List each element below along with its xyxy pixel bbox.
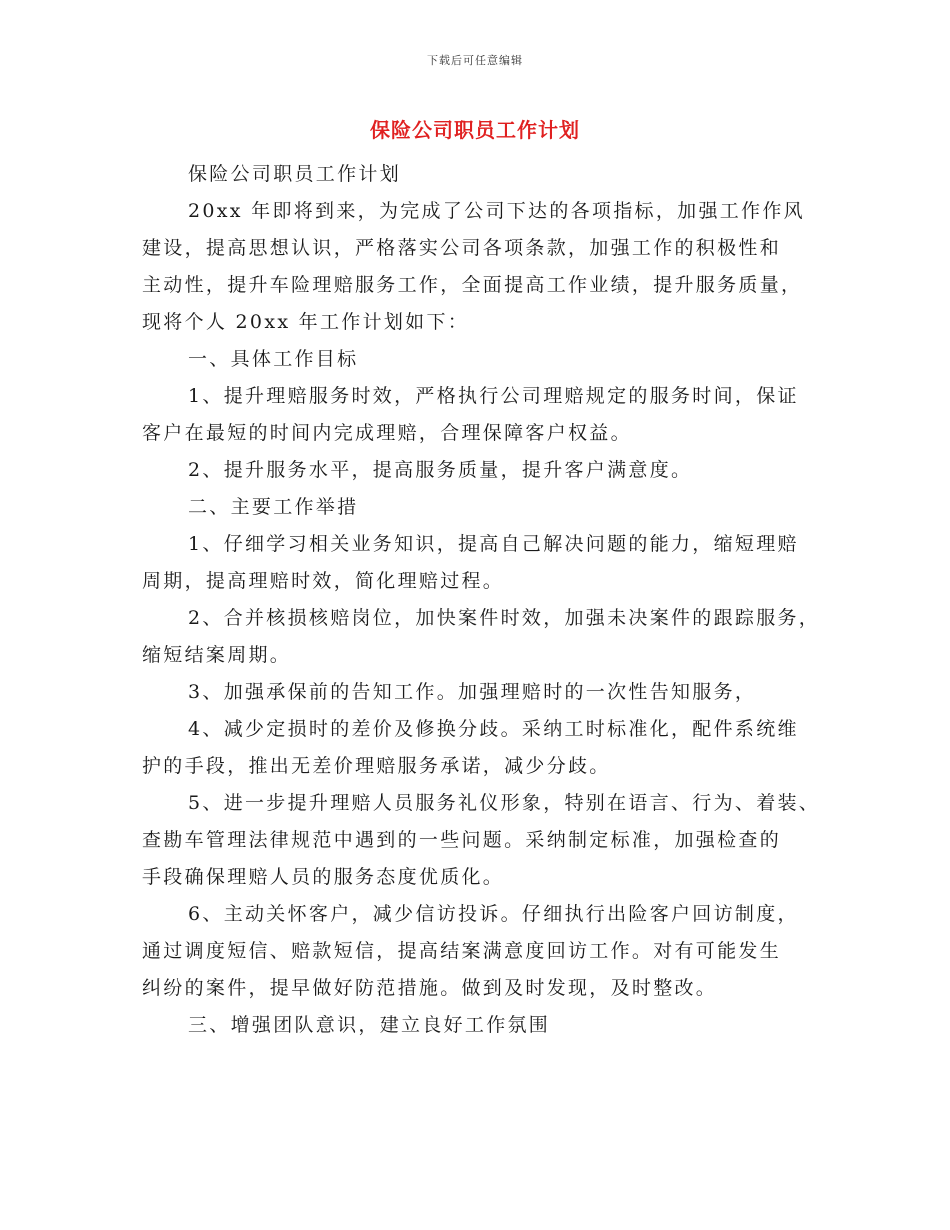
body-line: 2、合并核损核赔岗位，加快案件时效，加强未决案件的跟踪服务，: [188, 607, 821, 629]
body-line: 现将个人 20xx 年工作计划如下：: [142, 311, 470, 333]
body-line: 二、主要工作举措: [188, 496, 359, 518]
body-line: 三、增强团队意识，建立良好工作氛围: [188, 1014, 551, 1036]
body-line: 缩短结案周期。: [142, 644, 292, 666]
body-line: 纠纷的案件，提早做好防范措施。做到及时发现，及时整改。: [142, 977, 718, 999]
body-line: 20xx 年即将到来，为完成了公司下达的各项指标，加强工作作风: [188, 200, 805, 222]
document-title: 保险公司职员工作计划: [370, 118, 580, 142]
page-header-note: 下载后可任意编辑: [427, 54, 523, 67]
body-line: 4、减少定损时的差价及修换分歧。采纳工时标准化，配件系统维: [188, 718, 799, 740]
body-line: 查勘车管理法律规范中遇到的一些问题。采纳制定标准，加强检查的: [142, 829, 782, 851]
body-line: 手段确保理赔人员的服务态度优质化。: [142, 866, 505, 888]
body-line: 1、提升理赔服务时效，严格执行公司理赔规定的服务时间，保证: [188, 385, 799, 407]
body-line: 通过调度短信、赔款短信，提高结案满意度回访工作。对有可能发生: [142, 940, 782, 962]
body-line: 3、加强承保前的告知工作。加强理赔时的一次性告知服务，: [188, 681, 757, 703]
body-line: 主动性，提升车险理赔服务工作，全面提高工作业绩，提升服务质量，: [142, 274, 803, 296]
document-body: [142, 156, 822, 1044]
body-line: 保险公司职员工作计划: [188, 163, 402, 185]
body-line: 周期，提高理赔时效，简化理赔过程。: [142, 570, 505, 592]
body-line: 5、进一步提升理赔人员服务礼仪形象，特别在语言、行为、着装、: [188, 792, 821, 814]
body-line: 一、具体工作目标: [188, 348, 359, 370]
body-line: 6、主动关怀客户，减少信访投诉。仔细执行出险客户回访制度，: [188, 903, 799, 925]
body-line: 2、提升服务水平，提高服务质量，提升客户满意度。: [188, 459, 693, 481]
body-line: 护的手段，推出无差价理赔服务承诺，减少分歧。: [142, 755, 611, 777]
body-line: 建设，提高思想认识，严格落实公司各项条款，加强工作的积极性和: [142, 237, 782, 259]
body-line: 客户在最短的时间内完成理赔，合理保障客户权益。: [142, 422, 632, 444]
body-line: 1、仔细学习相关业务知识，提高自己解决问题的能力，缩短理赔: [188, 533, 799, 555]
